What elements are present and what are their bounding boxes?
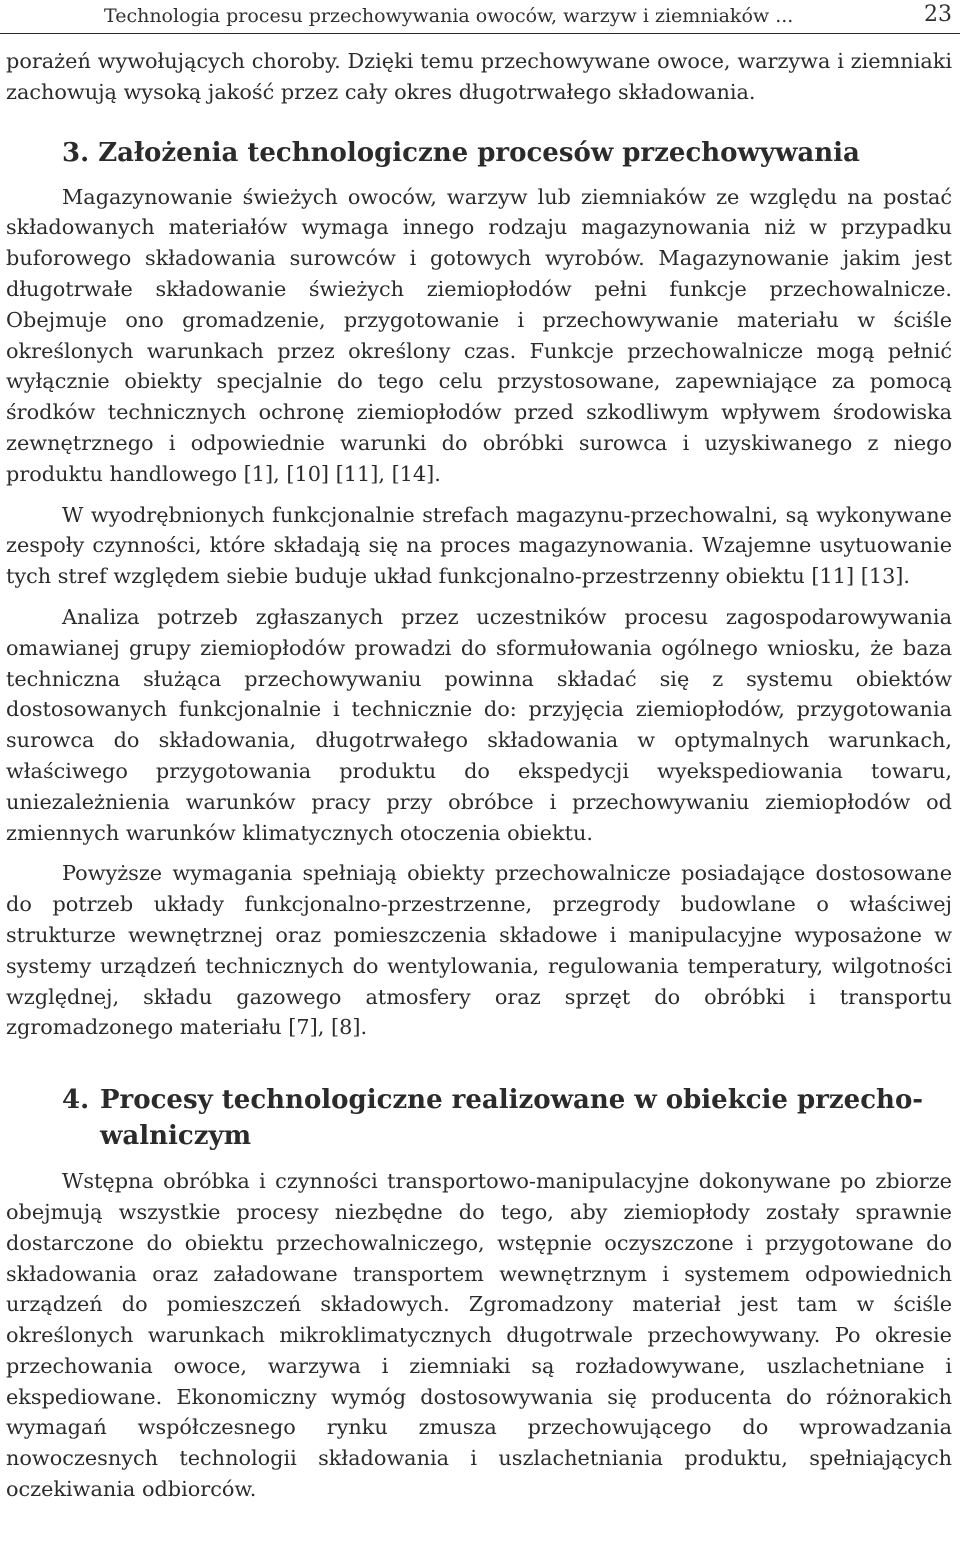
section-4-heading	[62, 1082, 952, 1154]
section-4-title: Procesy technologiczne realizowane w obiekcie przechowalniczym	[100, 1085, 924, 1152]
running-header	[0, 0, 960, 34]
section-4-paragraph-1: Wstępna obróbka i czynności transportowo-manipulacyjne dokonywane po zbiorze obejmują wszystkie procesy niezbędne do tego, aby ziemiopłody zostały sprawnie dostarczone do obiektu przechowalniczego, wstępnie oczyszczone i przygotowane do składowania oraz załadowane transportem wewnętrznym i systemem odpowiednich urządzeń do pomieszczeń składowych. Zgromadzony materiał jest tam w ściśle określonych warunkach mikroklimatycznych długotrwale przechowywany. Po okresie przechowania owoce, warzywa i ziemniaki są rozładowywane, uszlachetniane i ekspediowane. Ekonomiczny wymóg dostosowywania się producenta do różnorakich wymagań współczesnego rynku zmusza przechowującego do wprowadzania nowoczesnych technologii składowania i uszlachetniania produktu, spełniających oczekiwania odbiorców.	[6, 1169, 952, 1502]
body-text	[6, 46, 952, 1505]
section-3-heading: 3. Założenia technologiczne procesów przechowywania	[62, 137, 860, 168]
section-4-number: 4.	[62, 1085, 90, 1116]
section-3-paragraph-3: Analiza potrzeb zgłaszanych przez uczestników procesu zagospodarowywania omawianej grupy ziemiopłodów prowadzi do sformułowania ogólnego wniosku, że baza techniczna służąca przechowywaniu powinna składać się z systemu obiektów dostosowanych funkcjonalnie i technicznie do: przyjęcia ziemiopłodów, przygotowania surowca do składowania, długotrwałego składowania w optymalnych warunkach, właściwego przygotowania produktu do ekspedycji wyekspediowania towaru, uniezależnienia warunków pracy przy obróbce i przechowywaniu ziemiopłodów od zmiennych warunków klimatycznych otoczenia obiektu.	[6, 604, 952, 845]
section-3-paragraph-4: Powyższe wymagania spełniają obiekty przechowalnicze posiadające dostosowane do potrzeb układy funkcjonalno-przestrzenne, przegrody budowlane o właściwej strukturze wewnętrznej oraz pomieszczenia składowe i manipulacyjne wyposażone w systemy urządzeń technicznych do wentylowania, regulowania temperatury, wilgotności względnej, składu gazowego atmosfery oraz sprzęt do obróbki i transportu zgromadzonego materiału [7], [8].	[6, 861, 952, 1040]
section-3-paragraph-2: W wyodrębnionych funkcjonalnie strefach magazynu-przechowalni, są wykonywane zespoły czynności, które składają się na proces magazynowania. Wzajemne usytuowanie tych stref względem siebie buduje układ funkcjonalno-przestrzenny obiektu [11] [13].	[6, 502, 952, 589]
page-number: 23	[924, 2, 952, 27]
section-3-paragraph-1: Magazynowanie świeżych owoców, warzyw lub ziemniaków ze względu na postać składowanych materiałów wymaga innego rodzaju magazynowania niż w przypadku buforowego składowania surowców i gotowych wyrobów. Magazynowanie jakim jest długotrwałe składowanie świeżych ziemiopłodów pełni funkcje przechowalnicze. Obejmuje ono gromadzenie, przygotowanie i przechowywanie materiału w ściśle określonych warunkach przez określony czas. Funkcje przechowalnicze mogą pełnić wyłącznie obiekty specjalnie do tego celu przystosowane, zapewniające za pomocą środków technicznych ochronę ziemiopłodów przed szkodliwym wpływem środowiska zewnętrznego i odpowiednie warunki do obróbki surowca i uzyskiwanego z niego produktu handlowego [1], [10] [11], [14].	[6, 184, 952, 486]
running-title: Technologia procesu przechowywania owoców, warzyw i ziemniaków ...	[104, 5, 794, 27]
paragraph-continued: porażeń wywołujących choroby. Dzięki temu przechowywane owoce, warzywa i ziemniaki zachowują wysoką jakość przez cały okres długotrwałego składowania.	[6, 49, 952, 104]
